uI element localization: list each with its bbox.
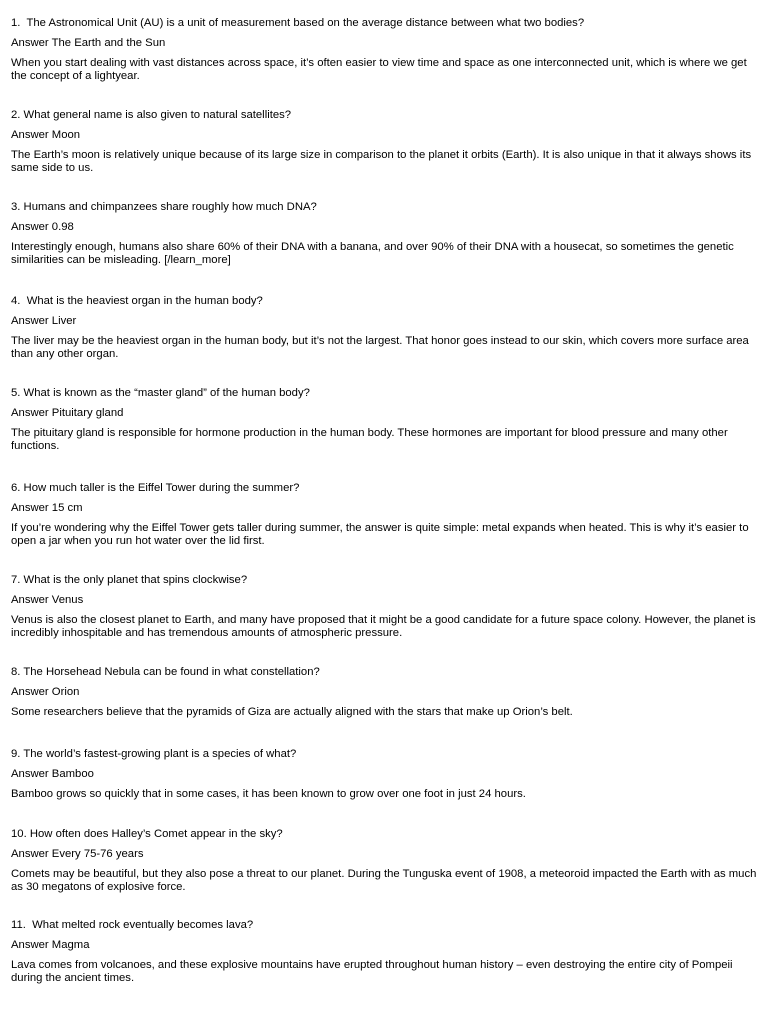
qa-item-4 bbox=[11, 295, 759, 361]
question-text: 5. What is known as the “master gland” of the human body? bbox=[11, 387, 310, 399]
answer-text: Answer Orion bbox=[11, 686, 80, 698]
question-text: 3. Humans and chimpanzees share roughly how much DNA? bbox=[11, 201, 317, 213]
explanation-text: When you start dealing with vast distances across space, it’s often easier to view time and space as one interconnected unit, which is where we get the concept of a lightyear. bbox=[11, 57, 747, 82]
explanation-text: Venus is also the closest planet to Earth, and many have proposed that it might be a good candidate for a future space colony. However, the planet is incredibly inhospitable and has tremendous amounts of atmospheric pressure. bbox=[11, 614, 756, 639]
question-text: 9. The world’s fastest-growing plant is a species of what? bbox=[11, 748, 297, 760]
answer-text: Answer Venus bbox=[11, 594, 84, 606]
qa-item-6 bbox=[11, 482, 759, 548]
qa-item-5 bbox=[11, 387, 759, 453]
explanation-text: The Earth’s moon is relatively unique because of its large size in comparison to the planet it orbits (Earth). It is also unique in that it always shows its same side to us. bbox=[11, 149, 752, 174]
explanation-text: Bamboo grows so quickly that in some cases, it has been known to grow over one foot in just 24 hours. bbox=[11, 788, 526, 800]
answer-text: Answer Pituitary gland bbox=[11, 407, 124, 419]
qa-item-8 bbox=[11, 666, 759, 719]
question-text: 11. What melted rock eventually becomes lava? bbox=[11, 919, 254, 931]
question-text: 4. What is the heaviest organ in the human body? bbox=[11, 295, 263, 307]
answer-text: Answer Every 75-76 years bbox=[11, 848, 144, 860]
qa-item-9 bbox=[11, 748, 759, 801]
answer-text: Answer 0.98 bbox=[11, 221, 74, 233]
answer-text: Answer The Earth and the Sun bbox=[11, 37, 166, 49]
explanation-text: Comets may be beautiful, but they also pose a threat to our planet. During the Tunguska event of 1908, a meteoroid impacted the Earth with as much as 30 megatons of explosive force. bbox=[11, 868, 757, 893]
question-text: 2. What general name is also given to natural satellites? bbox=[11, 109, 292, 121]
answer-text: Answer Moon bbox=[11, 129, 81, 141]
qa-item-10 bbox=[11, 828, 759, 894]
qa-item-7 bbox=[11, 574, 759, 640]
qa-item-11 bbox=[11, 919, 759, 985]
qa-item-2 bbox=[11, 109, 759, 175]
question-text: 7. What is the only planet that spins clockwise? bbox=[11, 574, 248, 586]
answer-text: Answer Liver bbox=[11, 315, 77, 327]
explanation-text: Lava comes from volcanoes, and these explosive mountains have erupted throughout human history – even destroying the entire city of Pompeii during the ancient times. bbox=[11, 959, 733, 984]
explanation-text: Some researchers believe that the pyramids of Giza are actually aligned with the stars that make up Orion’s belt. bbox=[11, 706, 573, 718]
question-text: 10. How often does Halley’s Comet appear in the sky? bbox=[11, 828, 283, 840]
question-text: 8. The Horsehead Nebula can be found in what constellation? bbox=[11, 666, 320, 678]
answer-text: Answer Bamboo bbox=[11, 768, 94, 780]
qa-item-1 bbox=[11, 17, 759, 83]
question-text: 6. How much taller is the Eiffel Tower during the summer? bbox=[11, 482, 300, 494]
qa-item-3 bbox=[11, 201, 759, 267]
answer-text: Answer 15 cm bbox=[11, 502, 83, 514]
answer-text: Answer Magma bbox=[11, 939, 90, 951]
explanation-text: If you’re wondering why the Eiffel Tower gets taller during summer, the answer is quite simple: metal expands when heated. This is why it’s easier to open a jar when you run hot water over the lid first. bbox=[11, 522, 749, 547]
explanation-text: The pituitary gland is responsible for hormone production in the human body. These hormones are important for blood pressure and many other functions. bbox=[11, 427, 728, 452]
question-text: 1. The Astronomical Unit (AU) is a unit of measurement based on the average distance between what two bodies? bbox=[11, 17, 585, 29]
explanation-text: Interestingly enough, humans also share 60% of their DNA with a banana, and over 90% of their DNA with a housecat, so sometimes the genetic similarities can be misleading. [/learn_more] bbox=[11, 241, 734, 266]
explanation-text: The liver may be the heaviest organ in the human body, but it’s not the largest. That honor goes instead to our skin, which covers more surface area than any other organ. bbox=[11, 335, 749, 360]
